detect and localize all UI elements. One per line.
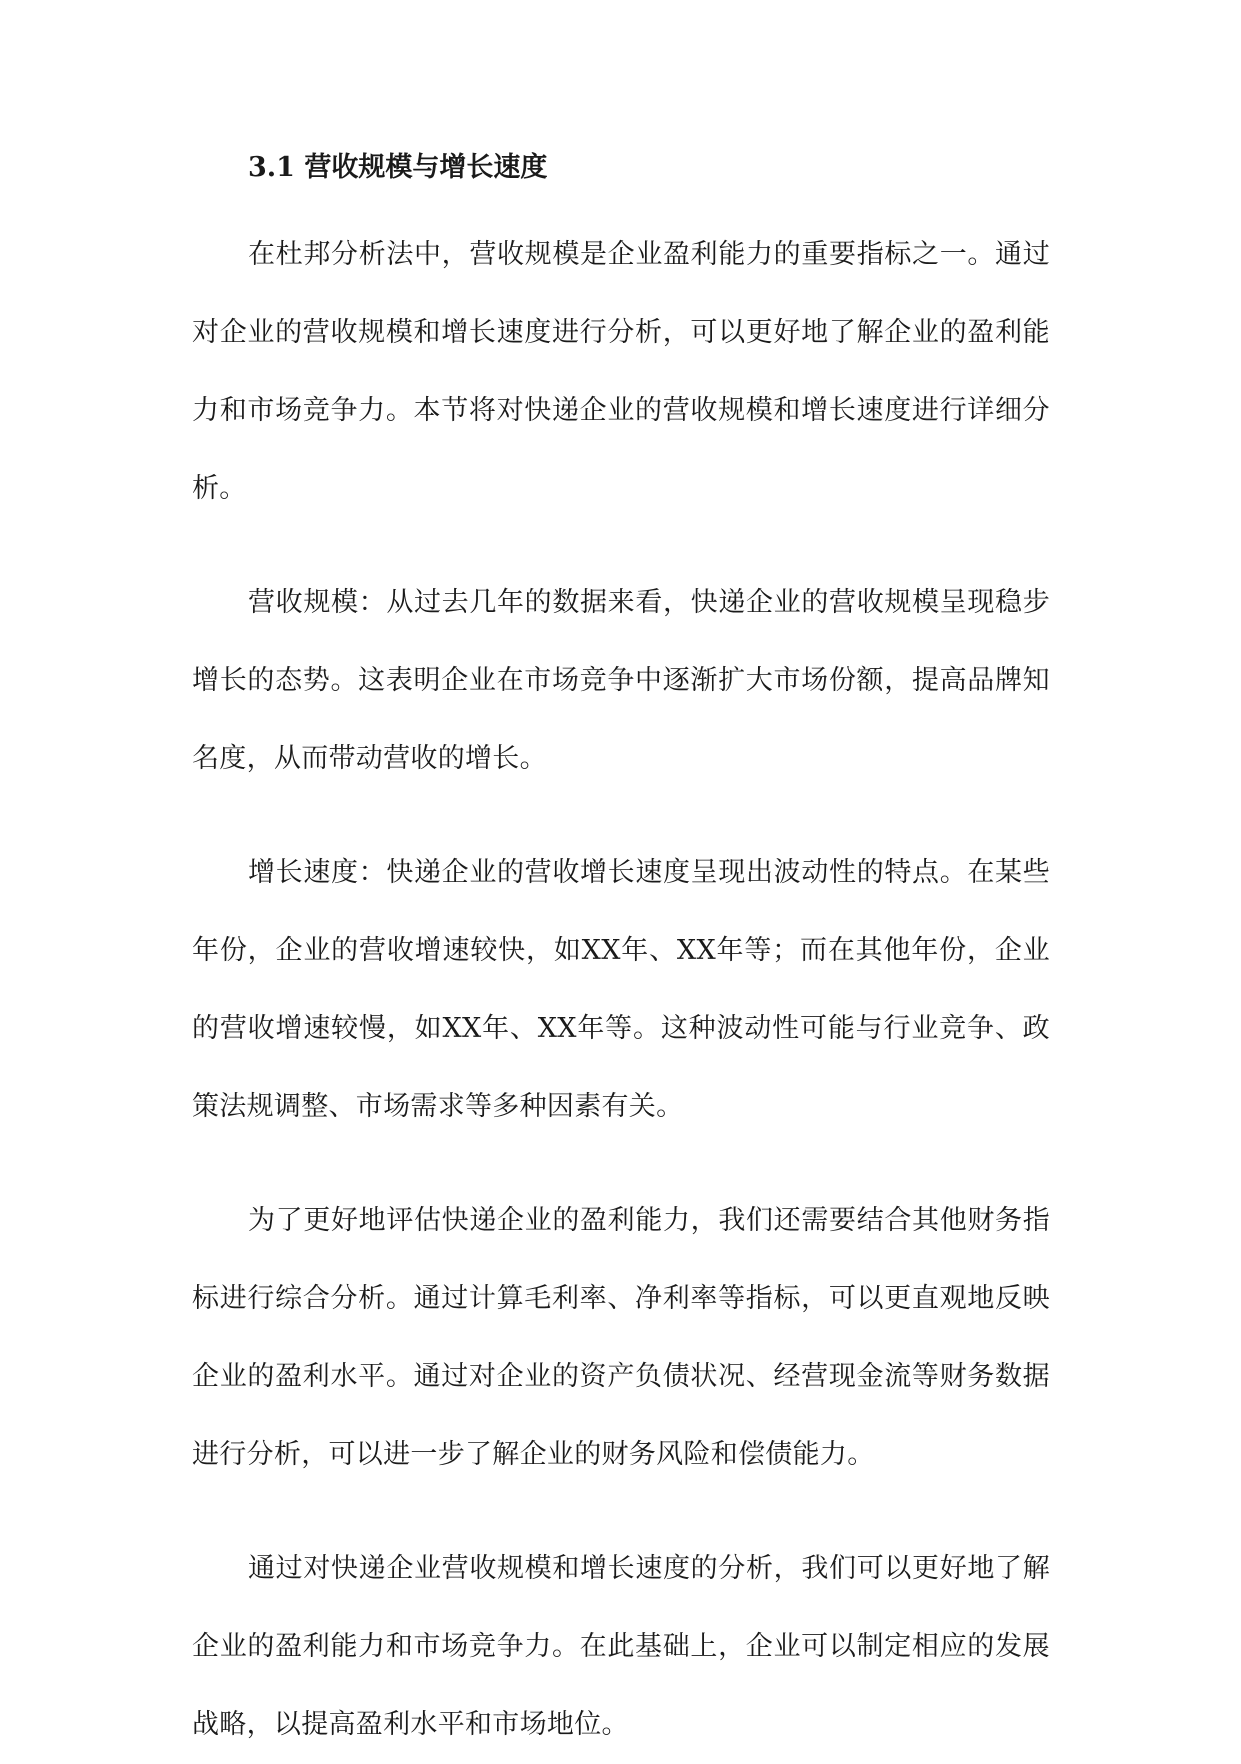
section-heading: 3.1 营收规模与增长速度 <box>248 152 548 183</box>
paragraph-revenue-scale: 营收规模：从过去几年的数据来看，快递企业的营收规模呈现稳步增长的态势。这表明企业在市场竞争中逐渐扩大市场份额，提高品牌知名度，从而带动营收的增长。 <box>192 587 1050 774</box>
paragraph-financial-indicators: 为了更好地评估快递企业的盈利能力，我们还需要结合其他财务指标进行综合分析。通过计算毛利率、净利率等指标，可以更直观地反映企业的盈利水平。通过对企业的资产负债状况、经营现金流等财务数据进行分析，可以进一步了解企业的财务风险和偿债能力。 <box>192 1205 1050 1470</box>
section-content <box>192 148 1050 1764</box>
paragraph-conclusion: 通过对快递企业营收规模和增长速度的分析，我们可以更好地了解企业的盈利能力和市场竞争力。在此基础上，企业可以制定相应的发展战略，以提高盈利水平和市场地位。 <box>192 1553 1050 1740</box>
paragraph-growth-rate: 增长速度：快递企业的营收增长速度呈现出波动性的特点。在某些年份，企业的营收增速较快，如XX年、XX年等；而在其他年份，企业的营收增速较慢，如XX年、XX年等。这种波动性可能与行业竞争、政策法规调整、市场需求等多种因素有关。 <box>192 857 1050 1122</box>
paragraph-intro: 在杜邦分析法中，营收规模是企业盈利能力的重要指标之一。通过对企业的营收规模和增长速度进行分析，可以更好地了解企业的盈利能力和市场竞争力。本节将对快递企业的营收规模和增长速度进行详细分析。 <box>192 239 1050 504</box>
